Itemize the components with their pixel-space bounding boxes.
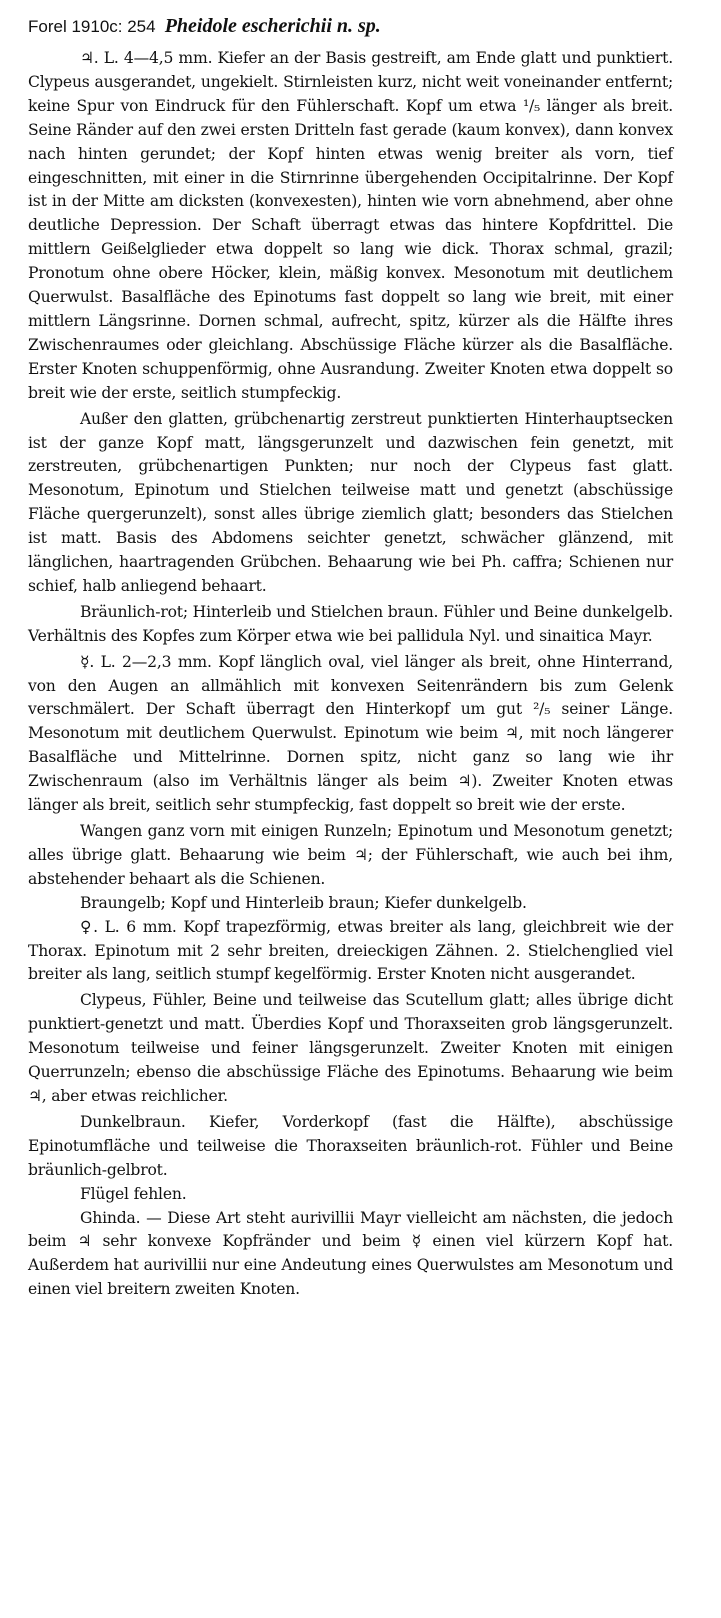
paragraph-major-worker-sculpture: Außer den glatten, grübchenartig zerstreut punktierten Hinterhauptsecken ist der ganze Kopf matt, längsgerunzelt und dazwischen fein genetzt, mit zerstreuten, grübchenartigen Punkten; nur noch der Clypeus fast glatt. Mesonotum, Epinotum und Stielchen teilweise matt und genetzt (abschüssige Fläche quergerunzelt), sonst alles übrige ziemlich glatt; besonders das Stielchen ist matt. Basis des Abdomens seichter genetzt, schwächer glänzend, mit länglichen, haartragenden Grübchen. Behaarung wie bei Ph. caffra; Schienen nur schief, halb anliegend behaart.	[28, 409, 673, 595]
citation-reference: Forel 1910c: 254	[28, 17, 156, 36]
paragraph-wings: Flügel fehlen.	[80, 1184, 187, 1203]
paragraph-major-worker-morphology: ♃. L. 4—4,5 mm. Kiefer an der Basis gestreift, am Ende glatt und punktiert. Clypeus ausgerandet, ungekielt. Stirnleisten kurz, nicht weit voneinander entfernt; keine Spur von Eindruck für den Fühlerschaft. Kopf um etwa ¹/₅ länger als breit. Seine Ränder auf den zwei ersten Dritteln fast gerade (kaum konvex), dann konvex nach hinten gerundet; der Kopf hinten etwas wenig breiter als vorn, tief eingeschnitten, mit einer in die Stirnrinne übergehenden Occipitalrinne. Der Kopf ist in der Mitte am dicksten (konvexesten), hinten wie vorn abnehmend, aber ohne deutliche Depression. Der Schaft überragt etwas das hintere Kopfdrittel. Die mittlern Geißelglieder etwa doppelt so lang wie dick. Thorax schmal, grazil; Pronotum ohne obere Höcker, klein, mäßig konvex. Mesonotum mit deutlichem Querwulst. Basalfläche des Epinotums fast doppelt so lang wie breit, mit einer mittlern Längsrinne. Dornen schmal, aufrecht, spitz, kürzer als die Hälfte ihres Zwischenraumes oder gleichlang. Abschüssige Fläche kürzer als die Basalfläche. Erster Knoten schuppenförmig, ohne Ausrandung. Zweiter Knoten etwa doppelt so breit wie der erste, seitlich stumpfeckig.	[28, 49, 673, 402]
paragraph-minor-worker-morphology: ☿. L. 2—2,3 mm. Kopf länglich oval, viel länger als breit, ohne Hinterrand, von den Augen an allmählich mit konvexen Seitenrändern bis zum Gelenk verschmälert. Der Schaft überragt den Hinterkopf um gut ²/₅ seiner Länge. Mesonotum mit deutlichem Querwulst. Epinotum wie beim ♃, mit noch längerer Basalfläche und Mittelrinne. Dornen spitz, nicht ganz so lang wie ihr Zwischenraum (also im Verhältnis länger als beim ♃). Zweiter Knoten etwas länger als breit, seitlich sehr stumpfeckig, fast doppelt so breit wie der erste.	[28, 652, 673, 815]
paragraph-queen-color: Dunkelbraun. Kiefer, Vorderkopf (fast die Hälfte), abschüssige Epinotumfläche und teilweise die Thoraxseiten bräunlich-rot. Fühler und Beine bräunlich-gelbrot.	[28, 1112, 673, 1179]
description-body	[28, 47, 673, 1302]
paragraph-queen-sculpture: Clypeus, Fühler, Beine und teilweise das Scutellum glatt; alles übrige dicht punktiert-genetzt und matt. Überdies Kopf und Thoraxseiten grob längsgerunzelt. Mesonotum teilweise und feiner längsgerunzelt. Zweiter Knoten mit einigen Querrunzeln; ebenso die abschüssige Fläche des Epinotums. Behaarung wie beim ♃, aber etwas reichlicher.	[28, 991, 673, 1105]
paragraph-major-worker-color: Bräunlich-rot; Hinterleib und Stielchen braun. Fühler und Beine dunkelgelb. Verhältnis des Kopfes zum Körper etwa wie bei pallidula Nyl. und sinaitica Mayr.	[28, 602, 673, 645]
species-title: Pheidole escherichii n. sp.	[164, 15, 381, 37]
paragraph-minor-worker-color: Braungelb; Kopf und Hinterleib braun; Kiefer dunkelgelb.	[80, 893, 527, 912]
paragraph-minor-worker-sculpture: Wangen ganz vorn mit einigen Runzeln; Epinotum und Mesonotum genetzt; alles übrige glatt. Behaarung wie beim ♃; der Fühlerschaft, wie auch bei ihm, abstehender behaart als die Schienen.	[28, 822, 673, 888]
paragraph-queen-morphology: ♀. L. 6 mm. Kopf trapezförmig, etwas breiter als lang, gleichbreit wie der Thorax. Epinotum mit 2 sehr breiten, dreieckigen Zähnen. 2. Stielchenglied viel breiter als lang, seitlich stumpf kegelförmig. Erster Knoten nicht ausgerandet.	[28, 917, 673, 984]
page-header	[28, 14, 673, 39]
paragraph-locality-comparison: Ghinda. — Diese Art steht aurivillii Mayr vielleicht am nächsten, die jedoch beim ♃ sehr konvexe Kopfränder und beim ☿ einen viel kürzern Kopf hat. Außerdem hat aurivillii nur eine Andeutung eines Querwulstes am Mesonotum und einen viel breitern zweiten Knoten.	[28, 1208, 673, 1299]
